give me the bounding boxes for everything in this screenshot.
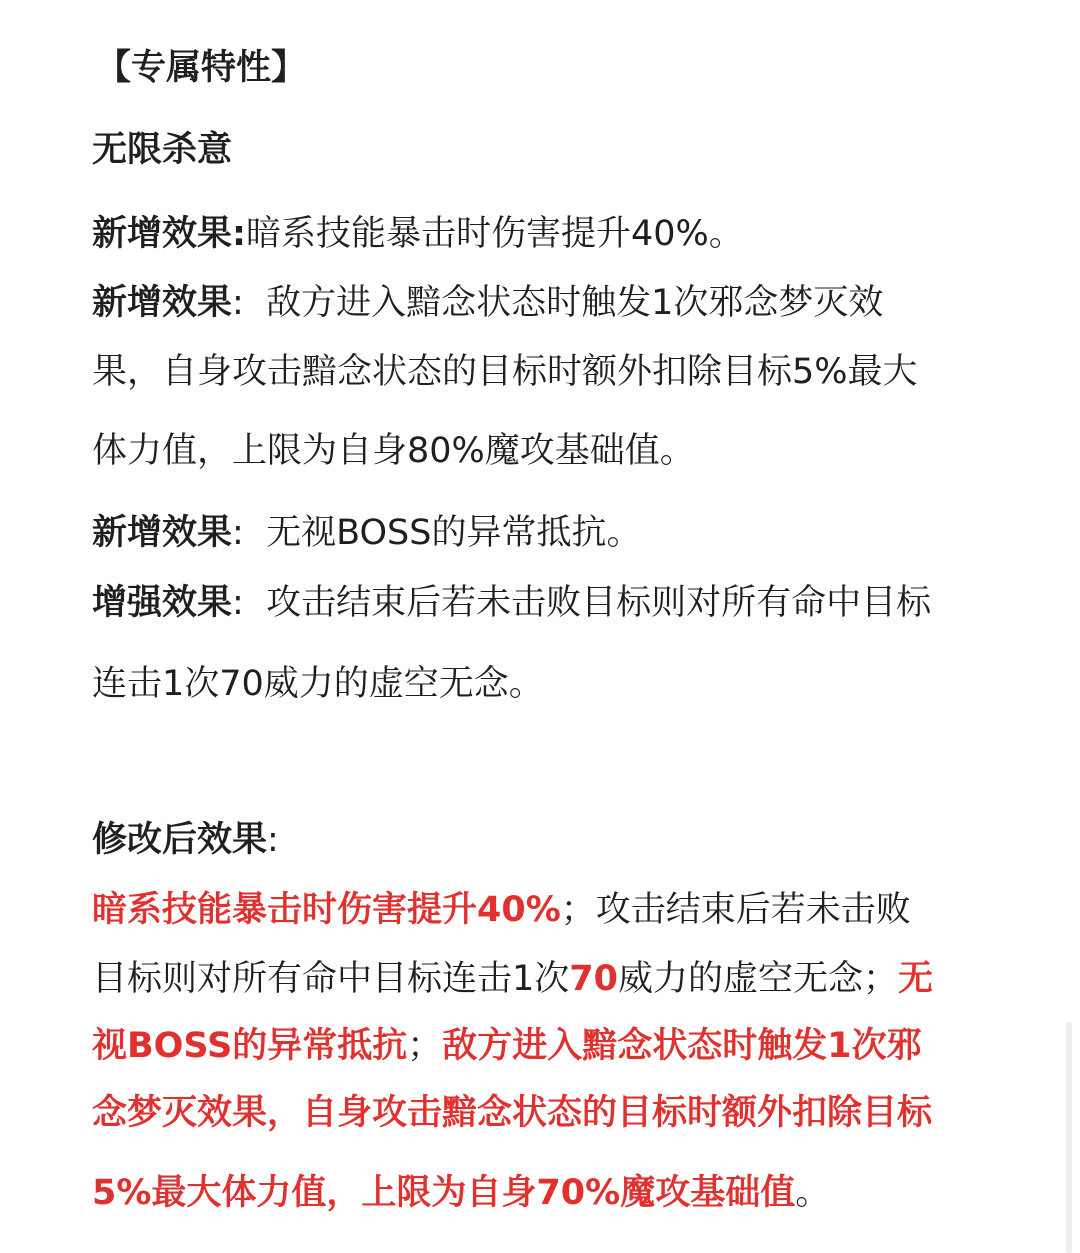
modified-l3-red-a: 视BOSS的异常抵抗 [92,1026,408,1066]
effect-4-line-2: 连击1次70威力的虚空无念。 [92,664,544,704]
effect-3-text: 无视BOSS的异常抵抗。 [266,513,642,553]
modified-l1-red: 暗系技能暴击时伤害提升40% [92,890,561,930]
modified-label-line [92,818,279,862]
effect-3-label: 新增效果 [92,513,233,553]
scrollbar[interactable] [1066,1022,1072,1253]
modified-l5-black: 。 [795,1173,831,1213]
effect-1 [92,212,744,256]
modified-l3-red-b: 敌方进入黯念状态时触发1次邪 [442,1026,922,1066]
skill-name: 无限杀意 [92,130,233,170]
modified-line-1 [92,888,911,932]
effect-2-label: 新增效果 [92,283,233,323]
modified-l2-black-a: 目标则对所有命中目标连击1次 [92,959,570,999]
effect-2-line-3: 体力值，上限为自身80%魔攻基础值。 [92,431,695,471]
effect-3-sep: : [232,513,244,553]
modified-sep: : [267,820,279,860]
modified-label: 修改后效果 [92,820,268,860]
modified-line-3 [92,1024,922,1068]
modified-l3-black: ； [407,1026,443,1066]
effect-4-text-1: 攻击结束后若未击败目标则对所有命中目标 [266,583,932,623]
modified-l5-red: 5%最大体力值，上限为自身70%魔攻基础值 [92,1173,796,1213]
modified-l2-red-end: 无 [898,959,934,999]
effect-2-sep: : [232,283,244,323]
effect-4-sep: : [232,583,244,623]
modified-l1-black: ；攻击结束后若未击败 [560,890,911,930]
effect-4-label: 增强效果 [92,583,233,623]
modified-l2-red: 70 [569,959,618,999]
modified-line-2 [92,957,933,1001]
modified-l2-black-b: 威力的虚空无念； [618,959,899,999]
effect-2-line-1 [92,281,883,325]
effect-3 [92,511,641,555]
effect-2-line-2: 果，自身攻击黯念状态的目标时额外扣除目标5%最大 [92,352,918,392]
section-header: 【专属特性】 [96,48,307,88]
modified-line-5 [92,1171,830,1215]
effect-1-text: 暗系技能暴击时伤害提升40%。 [246,214,744,254]
effect-4-line-1 [92,581,931,625]
effect-2-text-1: 敌方进入黯念状态时触发1次邪念梦灭效 [266,283,884,323]
modified-line-4 [92,1091,932,1135]
modified-l4-red: 念梦灭效果，自身攻击黯念状态的目标时额外扣除目标 [92,1093,933,1133]
effect-1-label: 新增效果: [92,214,246,254]
